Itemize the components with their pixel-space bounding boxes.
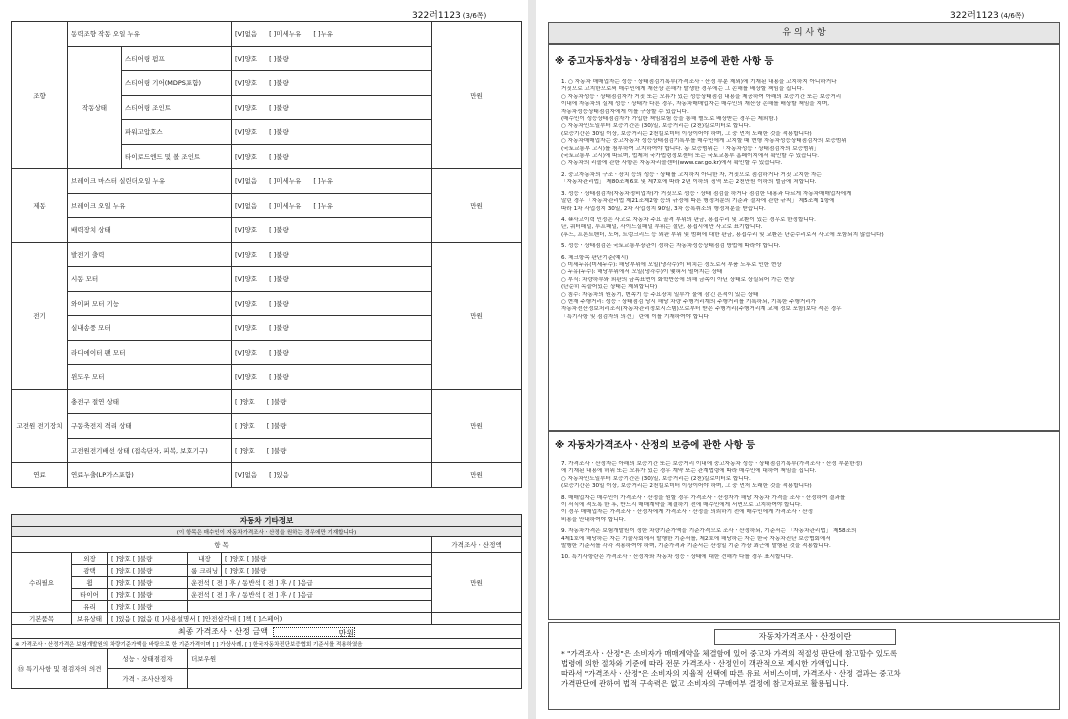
inspection-row bbox=[12, 242, 522, 267]
status-checkbox[interactable]: [V]없음 bbox=[235, 471, 258, 480]
repair-item: 룸 크리닝 bbox=[188, 565, 222, 577]
notice-line: (매수인이 성능상태점검자가 가입한 책임보험 등을 통해 별도로 배상받는 경우는 제외함.) bbox=[561, 116, 778, 123]
doc-number: 322러1123 (3/6쪽) bbox=[412, 11, 487, 21]
status-checkbox[interactable]: [ ]불량 bbox=[269, 128, 289, 137]
price-cell: 만원 bbox=[432, 169, 522, 243]
status-checkbox[interactable]: [ ]누유 bbox=[313, 30, 334, 39]
price-cell: 만원 bbox=[432, 463, 522, 488]
status-checkbox[interactable]: [ ]양호 bbox=[235, 446, 255, 455]
repair-options[interactable]: 운전석 [ 전 ] 후 / 동반석 [ 전 ] 후 / [ ]응급 bbox=[188, 577, 432, 589]
item-label: 고전원전기배선 상태 (접속단자, 피복, 보호기구) bbox=[68, 438, 232, 463]
appraisal-definition-title: 자동차가격조사ㆍ산정이란 bbox=[714, 629, 896, 645]
notice-line: ○ 미세누유(미세누수): 해당부위에 오일(냉각수)이 비치는 정도로서 부품 노후로 인한 현상 bbox=[561, 261, 782, 268]
notice-line: 이내에 자동차의 실제 성능ㆍ상태가 다른 경우, 자동차매매업자는 매수인의 재산상 손해를 배상할 책임을 지며, bbox=[561, 101, 830, 108]
final-price-label: 최종 가격조사ㆍ산정 금액 bbox=[177, 627, 269, 636]
notice-line: ○ 자동차인도일부터 보증기간은 (30)일, 보증거리는 (2천)킬로미터로 합니다. bbox=[561, 475, 751, 482]
warranty-section bbox=[548, 44, 1060, 432]
inspection-row bbox=[12, 463, 522, 488]
repair-options[interactable]: [ ]양호 [ ]불량 bbox=[222, 553, 432, 565]
repair-price: 만원 bbox=[432, 553, 522, 613]
notice-line: 가격판단에 관하여 법적 구속력은 없고 소비자의 구매여부 결정에 참고자료로 활용됩니다. bbox=[561, 679, 849, 688]
col-price-header: 가격조사ㆍ산정액 bbox=[432, 537, 522, 553]
final-price-row bbox=[12, 625, 522, 639]
notice-line: * "가격조사ㆍ산정"은 소비자가 매매계약을 체결함에 있어 중고차 가격의 적절성 판단에 참고할수 있도록 bbox=[561, 649, 898, 658]
item-label: 브레이크 오일 누유 bbox=[68, 193, 232, 218]
basic-label: 기본품목 bbox=[12, 613, 72, 625]
appraisal-definition-text bbox=[561, 649, 1049, 689]
status-checkbox[interactable]: [ ]누유 bbox=[313, 201, 334, 210]
appraisal-definition-box bbox=[548, 622, 1060, 710]
item-label: 동력조향 작동 오일 누유 bbox=[68, 22, 232, 47]
repair-options[interactable]: [ ]양호 [ ]불량 bbox=[108, 553, 188, 565]
notice-line: 알린 경우 「자동차관리법 제21조제2항 등의 규정에 따른 행정처분의 기준과 절차에 관한 규칙」 제5조제 1항에 bbox=[561, 198, 835, 205]
other-info-subtitle: (이 항목은 매수인이 자동차가격조사ㆍ산정을 원하는 경우에만 기재합니다) bbox=[12, 527, 522, 537]
notice-line: (단순히 녹슬어있는 상태는 제외합니다) bbox=[561, 284, 658, 291]
notice-line: 발행한 기준서를 각각 적용하여야 하며, 기준가격과 기준서는 산정일 기준 가장 최근에 발행된 것을 적용합니다. bbox=[561, 543, 831, 550]
notice-line: 4제1호에 해당하는 자는 기술사회에서 발행한 기준서를, 제2호에 해당하는 자는 한국 자동차진단 보증협회에서 bbox=[561, 535, 831, 542]
inspection-row bbox=[12, 169, 522, 194]
notice-line: (국토교통부 고시)를 첨부하여 고지하여야 합니다. 동 보증범위는 「자동차성능ㆍ상태점검자의 보증범위」 bbox=[561, 145, 820, 152]
item-label: 실내송풍 모터 bbox=[68, 316, 232, 341]
status-checkbox[interactable]: [V]양호 bbox=[235, 324, 258, 333]
item-label: 타이로드엔드 및 볼 조인트 bbox=[122, 144, 232, 169]
status-checkbox[interactable]: [V]양호 bbox=[235, 226, 258, 235]
status-options[interactable] bbox=[232, 46, 432, 71]
notice-line: 비용을 안내하여야 합니다. bbox=[561, 516, 626, 523]
notice-line: 자동차전산정보처리조직(자동차관리정보시스템)으로부터 받은 주행거리(주행거리계 교체 정보 포함)보다 적은 경우 bbox=[561, 306, 842, 313]
status-checkbox[interactable]: [ ]불량 bbox=[269, 152, 289, 161]
repair-options[interactable]: [ ]양호 [ ]불량 bbox=[108, 565, 188, 577]
price-warranty-heading: ※ 자동차가격조사ㆍ산정의 보증에 관한 사항 등 bbox=[555, 440, 756, 451]
repair-item: 휠 bbox=[72, 577, 108, 589]
category-cell: 조향 bbox=[12, 22, 68, 169]
status-checkbox[interactable]: [ ]불량 bbox=[269, 299, 289, 308]
notice-line: 8. 매매업자는 매수인이 가격조사ㆍ산정을 원할 경우 가격조사ㆍ산정자가 해당 자동차 가격을 조사ㆍ산정하여 결과를 bbox=[561, 494, 846, 501]
notice-line: 따라 1차 사업정지 30일, 2차 사업정지 90일, 3차 등록취소의 행정처분을 받습니다. bbox=[561, 205, 766, 212]
status-checkbox[interactable]: [ ]불량 bbox=[266, 397, 287, 406]
status-checkbox[interactable]: [ ]불량 bbox=[269, 226, 289, 235]
notice-line: (보증기간은 30일 이상, 보증거리는 2천킬로미터 이상이어야 하며, 그 중 먼저 도래한 것을 적용합니다) bbox=[561, 130, 812, 137]
status-options[interactable] bbox=[232, 438, 432, 463]
category-cell: 전기 bbox=[12, 242, 68, 389]
appraiser-value[interactable] bbox=[188, 669, 522, 689]
status-options[interactable] bbox=[232, 389, 432, 414]
repair-item: 유리 bbox=[72, 601, 108, 613]
notice-line: 6. 체크항목 판단기준(예시) bbox=[561, 254, 629, 261]
notice-line: 자동차성능상태점검자에게 이를 구상할 수 있습니다. bbox=[561, 108, 689, 115]
repair-label: 수리필요 bbox=[12, 553, 72, 613]
status-options[interactable] bbox=[232, 218, 432, 243]
status-checkbox[interactable]: [V]양호 bbox=[235, 152, 258, 161]
status-options[interactable] bbox=[232, 267, 432, 292]
status-checkbox[interactable]: [ ]불량 bbox=[266, 446, 287, 455]
status-checkbox[interactable]: [V]양호 bbox=[235, 348, 258, 357]
repair-item: 외장 bbox=[72, 553, 108, 565]
item-label: 구동축전지 격리 상태 bbox=[68, 414, 232, 439]
inspector-label: 성능ㆍ상태점검자 bbox=[108, 649, 188, 669]
notice-line: ○ 자동차매매업자는 중고자동차 성능상태점검기록부를 매수인에게 고지할 때 현행 자동차성능상태점검자의 보증범위 bbox=[561, 138, 847, 145]
basic-options[interactable]: [ ]있음 [ ]없음 ([ ]사용설명서 [ ]안전삼각대 [ ]책 [ ]스페어) bbox=[108, 613, 432, 625]
notice-line: 1. ○ 자동차 매매업자는 성능ㆍ상태점검기록부(가격조사ㆍ산정 부분 제외)에 기재된 내용을 고지하지 아니하거나 bbox=[561, 79, 837, 85]
item-label: 스티어링 기어(MDPS포함) bbox=[122, 71, 232, 96]
status-checkbox[interactable]: [ ]양호 bbox=[235, 422, 255, 431]
status-checkbox[interactable]: [V]없음 bbox=[235, 30, 258, 39]
notice-line: 단, 쿼터패널, 루프패널, 사이드실패널 부위는 절단, 용접시에만 사고로 표기합니다. bbox=[561, 224, 763, 231]
status-options[interactable] bbox=[232, 95, 432, 120]
item-label: 스티어링 조인트 bbox=[122, 95, 232, 120]
price-warranty-items bbox=[561, 461, 1053, 562]
item-label: 배력장치 상태 bbox=[68, 218, 232, 243]
status-checkbox[interactable]: [V]양호 bbox=[235, 79, 258, 88]
status-checkbox[interactable]: [ ]불량 bbox=[269, 275, 289, 284]
repair-options[interactable]: [ ]양호 [ ]불량 bbox=[108, 601, 188, 613]
repair-options[interactable]: [ ]양호 [ ]불량 bbox=[108, 577, 188, 589]
notice-line: 「특기사항 및 점검자의 의견」 란에 이를 기재하여야 합니다 bbox=[561, 313, 709, 320]
notice-line: 3. 성능ㆍ상태점검자(자동차정비업자)가 거짓으로 성능ㆍ상태 점검을 하거나 점검한 내용과 다르게 자동차매매업자에게 bbox=[561, 190, 852, 197]
notice-line: ○ 현재 주행거리: 성능ㆍ상태점검 당시 해당 차량 주행거리계의 주행거리를 기록하되, 기록한 주행거리가 bbox=[561, 298, 817, 305]
status-checkbox[interactable]: [V]양호 bbox=[235, 250, 258, 259]
status-options[interactable] bbox=[232, 365, 432, 390]
status-options[interactable] bbox=[232, 120, 432, 145]
item-label: 연료누출(LP가스포함) bbox=[68, 463, 232, 488]
price-warranty-section bbox=[548, 430, 1060, 620]
notice-line: 4. ⑩사고이력 인정은 사고로 자동차 주요 골격 부위의 판금, 용접수리 및 교환이 있는 경우로 한정합니다. bbox=[561, 216, 816, 223]
status-options[interactable] bbox=[232, 193, 432, 218]
status-checkbox[interactable]: [V]양호 bbox=[235, 275, 258, 284]
notice-line: ○ 자동차의 리콜에 관한 사항은 자동차리콜센터(www.car.go.kr)에서 확인할 수 있습니다. bbox=[561, 160, 783, 167]
status-options[interactable] bbox=[232, 291, 432, 316]
warranty-items bbox=[561, 79, 1053, 321]
status-checkbox[interactable]: [ ]불량 bbox=[269, 324, 289, 333]
inspection-row bbox=[12, 22, 522, 47]
item-label: 브레이크 마스터 실린더오일 누유 bbox=[68, 169, 232, 194]
price-cell: 만원 bbox=[432, 22, 522, 169]
status-options[interactable] bbox=[232, 340, 432, 365]
notice-line: 에 기재된 내용에 허위 또는 오류가 있는 경우 계약 또는 관계법령에 따라 매수인에 대하여 책임을 집니다. bbox=[561, 468, 817, 475]
notice-line: ○ 침수: 자동차의 원동기, 변속기 등 주요장치 일부가 물에 잠긴 흔적이 있는 상태 bbox=[561, 291, 759, 298]
notice-line: 2. 중고자동차의 구조ㆍ장치 등의 성능ㆍ상태를 고지하지 아니한 자, 거짓으로 점검하거나 거짓 고지한 자는 bbox=[561, 171, 822, 178]
item-label: 라디에이터 팬 모터 bbox=[68, 340, 232, 365]
status-checkbox[interactable]: [ ]불량 bbox=[269, 79, 289, 88]
notice-line: 10. 특기사항란은 가격조사ㆍ산정자와 자동차 성능ㆍ상태에 대한 견해가 다를 경우 표시합니다. bbox=[561, 554, 794, 561]
warranty-heading: ※ 중고자동차성능ㆍ상태점검의 보증에 관한 사항 등 bbox=[555, 56, 774, 67]
status-options[interactable] bbox=[232, 71, 432, 96]
notice-line: 7. 가격조사ㆍ산정자는 아래의 보증기간 또는 보증거리 이내에 중고자동차 성능ㆍ상태점검기록부(가격조사ㆍ산정 부분한정) bbox=[561, 461, 863, 467]
item-label: 윈도우 모터 bbox=[68, 365, 232, 390]
notice-line: ○ 자동차인도일부터 보증기간은 (30)일, 보증거리는 (2천)킬로미터로 합니다. bbox=[561, 123, 751, 130]
repair-options[interactable]: [ ]양호 [ ]불량 bbox=[222, 565, 432, 577]
sub-category-cell: 작동상태 bbox=[68, 46, 122, 169]
status-options[interactable] bbox=[232, 463, 432, 488]
page-gutter bbox=[528, 0, 536, 719]
notice-line: ○ 부식: 차량하부와 외판의 금속표면이 화학반응에 의해 금속이 아닌 상태로 상실되어 가는 현상 bbox=[561, 276, 795, 283]
notice-line: ○ 자동차성능ㆍ상태점검자가 거짓 또는 오류가 있는 성능상태점검 내용을 제공하여 아래의 보증기간 또는 보증거리 bbox=[561, 93, 842, 100]
price-cell: 만원 bbox=[432, 389, 522, 463]
status-options[interactable] bbox=[232, 22, 432, 47]
status-checkbox[interactable]: [V]없음 bbox=[235, 201, 258, 210]
category-cell: 제동 bbox=[12, 169, 68, 243]
category-cell: 연료 bbox=[12, 463, 68, 488]
opinion-label: ⑮ 특기사항 및 점검자의 의견 bbox=[12, 649, 108, 689]
status-checkbox[interactable]: [ ]미세누유 bbox=[269, 201, 302, 210]
status-checkbox[interactable]: [ ]불량 bbox=[269, 54, 289, 63]
repair-options[interactable]: 운전석 [ 전 ] 후 / 동반석 [ 전 ] 후 / [ ]응급 bbox=[188, 589, 432, 601]
final-price-field[interactable]: 만원 bbox=[273, 627, 355, 637]
appraiser-label: 가격ㆍ조사산정자 bbox=[108, 669, 188, 689]
status-options[interactable] bbox=[232, 414, 432, 439]
status-options[interactable] bbox=[232, 316, 432, 341]
inspection-row bbox=[12, 389, 522, 414]
other-info-table bbox=[11, 514, 522, 689]
status-options[interactable] bbox=[232, 144, 432, 169]
status-checkbox[interactable]: [ ]불량 bbox=[269, 103, 289, 112]
notice-line: 5. 성능ㆍ상태점검은 국토교통부장관이 정하는 자동차성능상태점검 방법에 따라야 합니다. bbox=[561, 243, 781, 250]
notice-line: 법령에 의한 절차와 기준에 따라 전문 가격조사ㆍ산정인이 객관적으로 제시한 가액입니다. bbox=[561, 659, 849, 668]
repair-options[interactable]: [ ]양호 [ ]불량 bbox=[108, 589, 188, 601]
status-checkbox[interactable]: [ ]불량 bbox=[269, 373, 289, 382]
repair-item: 광택 bbox=[72, 565, 108, 577]
notice-line: 따라서 "가격조사ㆍ산정"은 소비자의 지율적 선택에 따른 유료 서비스이며, 가격조사ㆍ산정 결과는 중고차 bbox=[561, 669, 901, 678]
inspection-table bbox=[11, 21, 522, 488]
notice-line: ○ 누유(누수): 해당부위에서 오일(냉각수)이 맺혀서 떨어지는 상태 bbox=[561, 269, 723, 276]
status-checkbox[interactable]: [V]양호 bbox=[235, 54, 258, 63]
basic-sub: 보유상태 bbox=[72, 613, 108, 625]
status-checkbox[interactable]: [ ]불량 bbox=[266, 422, 287, 431]
right-page bbox=[536, 0, 1068, 719]
notice-title: 유 의 사 항 bbox=[548, 22, 1060, 44]
inspector-value[interactable]: 더보우원 bbox=[188, 649, 522, 669]
notice-line: (국토교통부 고시)에 따르며, 법제처 국가법령정보센터 또는 국토교통부 홈페이지에서 확인할 수 있습니다. bbox=[561, 153, 820, 160]
item-label: 와이퍼 모터 기능 bbox=[68, 291, 232, 316]
status-options[interactable] bbox=[232, 169, 432, 194]
status-checkbox[interactable]: [V]없음 bbox=[235, 177, 258, 186]
notice-line: (보증기간은 30일 이상, 보증거리는 2천킬로미터 이상이어야 하며, 그 중 먼저 도래한 것을 적용합니다) bbox=[561, 483, 812, 490]
notice-line: 「자동차관리법」 제80조제6호 및 제7호에 따라 2년 이하의 징역 또는 2천만원 이하의 벌금에 처합니다. bbox=[561, 179, 817, 186]
price-note: ※ 가격조사ㆍ산정가격은 보험개발원의 차량기준가액을 바탕으로 한 기준가격이며 [ ] 가상사례, [ ] 한국자동차진단보증협회 기준서를 적용하였음 bbox=[12, 639, 522, 649]
item-label: 충전구 절연 상태 bbox=[68, 389, 232, 414]
repair-item: 타이어 bbox=[72, 589, 108, 601]
item-label: 발전기 출력 bbox=[68, 242, 232, 267]
notice-line: 거짓으로 고지한으로써 매수인에게 재산상 손해가 발생한 경우에는 그 손해를 배상할 책임을 집니다. bbox=[561, 86, 804, 93]
doc-number: 322러1123 (4/6쪽) bbox=[950, 11, 1025, 21]
status-checkbox[interactable]: [ ]미세누유 bbox=[269, 177, 302, 186]
notice-line: 이 경우 매매업자는 가격조사ㆍ산정자에게 가격조사ㆍ산정을 의뢰하기 전에 매수인에게 가격조사ㆍ산정 bbox=[561, 509, 813, 516]
price-cell: 만원 bbox=[432, 242, 522, 389]
item-label: 스티어링 펌프 bbox=[122, 46, 232, 71]
item-label: 파워고압호스 bbox=[122, 120, 232, 145]
other-info-title: 자동차 기타정보 bbox=[12, 515, 522, 527]
status-checkbox[interactable]: [ ]불량 bbox=[269, 348, 289, 357]
status-checkbox[interactable]: [ ]누유 bbox=[313, 177, 334, 186]
status-checkbox[interactable]: [ ]불량 bbox=[269, 250, 289, 259]
status-checkbox[interactable]: [ ]미세누유 bbox=[269, 30, 302, 39]
status-checkbox[interactable]: [V]양호 bbox=[235, 373, 258, 382]
category-cell: 고전원 전기장치 bbox=[12, 389, 68, 463]
col-item-header: 항 목 bbox=[12, 537, 432, 553]
notice-line: 9. 자동차가격은 보험개발원이 정한 차량기준가액을 기준가격으로 조사ㆍ산정하되, 기준서는 「자동차관리법」 제58조의 bbox=[561, 528, 857, 535]
left-page bbox=[0, 0, 528, 719]
repair-item: 내장 bbox=[188, 553, 222, 565]
notice-line: 이 서식에 적도록 한 후, 반드시 매매계약을 체결하기 전에 매수인에게 서면으로 고지하여야 합니다. bbox=[561, 502, 803, 509]
status-checkbox[interactable]: [V]양호 bbox=[235, 103, 258, 112]
status-checkbox[interactable]: [ ]있음 bbox=[269, 471, 289, 480]
item-label: 시동 모터 bbox=[68, 267, 232, 292]
status-options[interactable] bbox=[232, 242, 432, 267]
status-checkbox[interactable]: [V]양호 bbox=[235, 128, 258, 137]
status-checkbox[interactable]: [ ]양호 bbox=[235, 397, 255, 406]
notice-line: (후드, 프론트펜더, 도어, 트렁크리드 등 외판 부위 및 범퍼에 대한 판금, 용접수리 및 교환은 단순수리로서 사고에 포함되지 않습니다) bbox=[561, 231, 884, 238]
status-checkbox[interactable]: [V]양호 bbox=[235, 299, 258, 308]
